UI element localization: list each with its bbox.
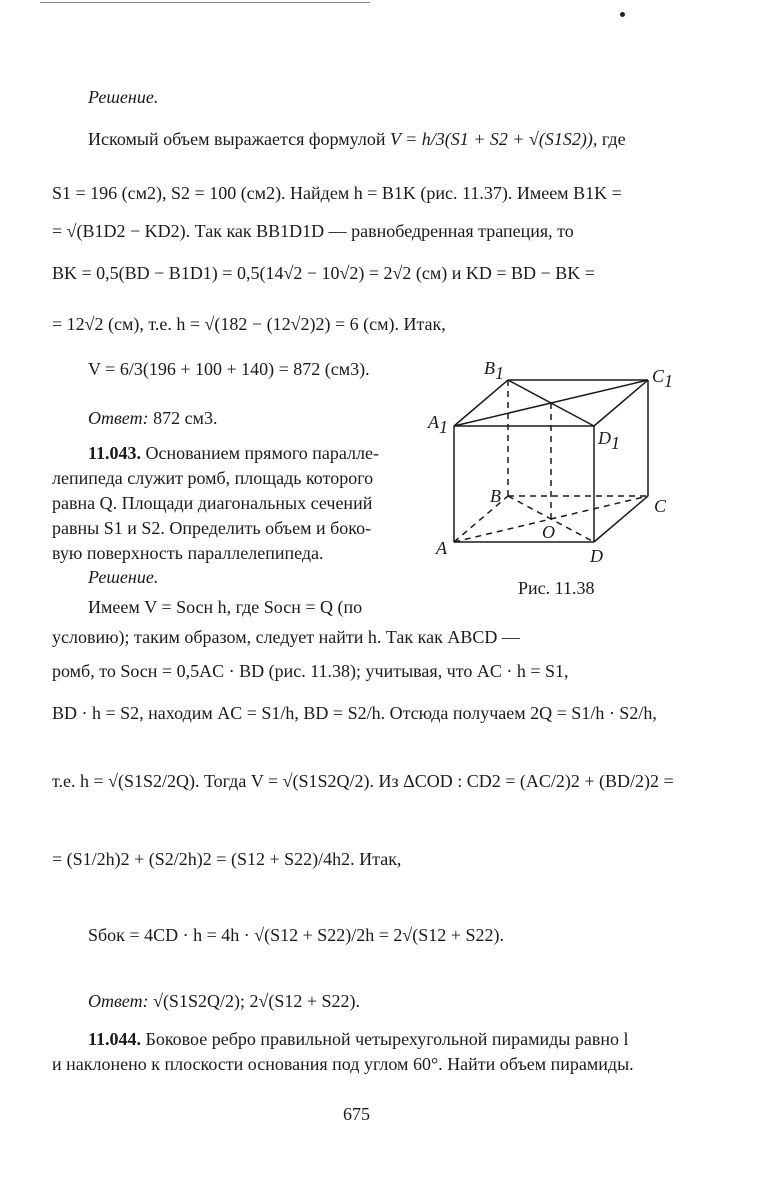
label-a1: A1 <box>428 412 448 437</box>
edge-d-c <box>594 496 648 542</box>
problem-statement-line-2: лепипеда служит ромб, площадь которого <box>52 468 374 488</box>
solution-line-2: S1 = 196 (см2), S2 = 100 (см2). Найдем h = B1K (рис. 11.37). Имеем B1K = <box>52 183 622 203</box>
problem-statement-line-5: вую поверхность параллелепипеда. <box>52 543 324 563</box>
label-b: B <box>490 486 501 506</box>
problem-11-044-line-1: 11.044. Боковое ребро правильной четырехугольной пирамиды равно l <box>88 1029 629 1049</box>
answer-value: 872 см3. <box>153 408 218 428</box>
label-a: A <box>436 538 447 558</box>
scan-artifact-line <box>40 2 370 3</box>
problem-statement-line-1: 11.043. Основанием прямого паралле- <box>88 443 379 463</box>
answer-value-2: √(S1S2Q/2); 2√(S12 + S22). <box>153 991 360 1011</box>
solution-line-h3: ромб, то Sосн = 0,5AC · BD (рис. 11.38); учитывая, что AC · h = S1, <box>52 661 569 681</box>
problem-number-2: 11.044. <box>88 1029 142 1049</box>
volume-formula: V = h/3(S1 + S2 + √(S1S2)), <box>389 129 598 149</box>
answer-line <box>88 407 217 429</box>
label-c1: C1 <box>652 366 674 391</box>
problem-number: 11.043. <box>88 443 142 463</box>
solution-label-2: Решение. <box>88 567 159 587</box>
solution-line-4: BK = 0,5(BD − B1D1) = 0,5(14√2 − 10√2) = 2√2 (см) и KD = BD − BK = <box>52 263 595 283</box>
answer-line-2 <box>88 990 360 1012</box>
solution-line-h5: т.е. h = √(S1S2/2Q). Тогда V = √(S1S2Q/2). Из ΔCOD : CD2 = (AC/2)2 + (BD/2)2 = <box>52 771 674 791</box>
problem-statement-line-3: равна Q. Площади диагональных сечений <box>52 493 373 513</box>
problem-11-044-line-2: и наклонено к плоскости основания под углом 60°. Найти объем пирамиды. <box>52 1054 634 1074</box>
answer-label-2: Ответ: <box>88 991 149 1011</box>
label-b1: B1 <box>484 358 504 383</box>
label-o: O <box>542 522 555 542</box>
label-d1: D1 <box>598 428 620 453</box>
solution-line-5: = 12√2 (см), т.е. h = √(182 − (12√2)2) = 6 (см). Итак, <box>52 314 446 334</box>
solution-line-h1: Имеем V = Sосн h, где Sосн = Q (по <box>88 597 363 617</box>
solution-line-6: V = 6/3(196 + 100 + 140) = 872 (см3). <box>88 359 370 379</box>
solution-label: Решение. <box>88 87 159 107</box>
label-d: D <box>590 546 603 566</box>
solution-line-3: = √(B1D2 − KD2). Так как BB1D1D — равнобедренная трапеция, то <box>52 221 574 241</box>
problem-statement-line-4: равны S1 и S2. Определить объем и боко- <box>52 518 372 538</box>
page-number: 675 <box>343 1104 370 1124</box>
label-c: C <box>654 496 667 516</box>
solution-line-h6: = (S1/2h)2 + (S2/2h)2 = (S12 + S22)/4h2. Итак, <box>52 849 402 869</box>
answer-label: Ответ: <box>88 408 149 428</box>
scan-artifact-dot <box>620 12 625 17</box>
figure-parallelepiped <box>422 356 672 576</box>
lateral-surface-formula: Sбок = 4CD · h = 4h · √(S12 + S22)/2h = 2√(S12 + S22). <box>88 925 504 945</box>
formula-line-1: Искомый объем выражается формулой V = h/3(S1 + S2 + √(S1S2)), где <box>88 129 626 149</box>
solution-line-h2: условию); таким образом, следует найти h. Так как ABCD — <box>52 627 520 647</box>
solution-line-h4: BD · h = S2, находим AC = S1/h, BD = S2/h. Отсюда получаем 2Q = S1/h · S2/h, <box>52 703 657 723</box>
figure-caption: Рис. 11.38 <box>518 578 595 598</box>
